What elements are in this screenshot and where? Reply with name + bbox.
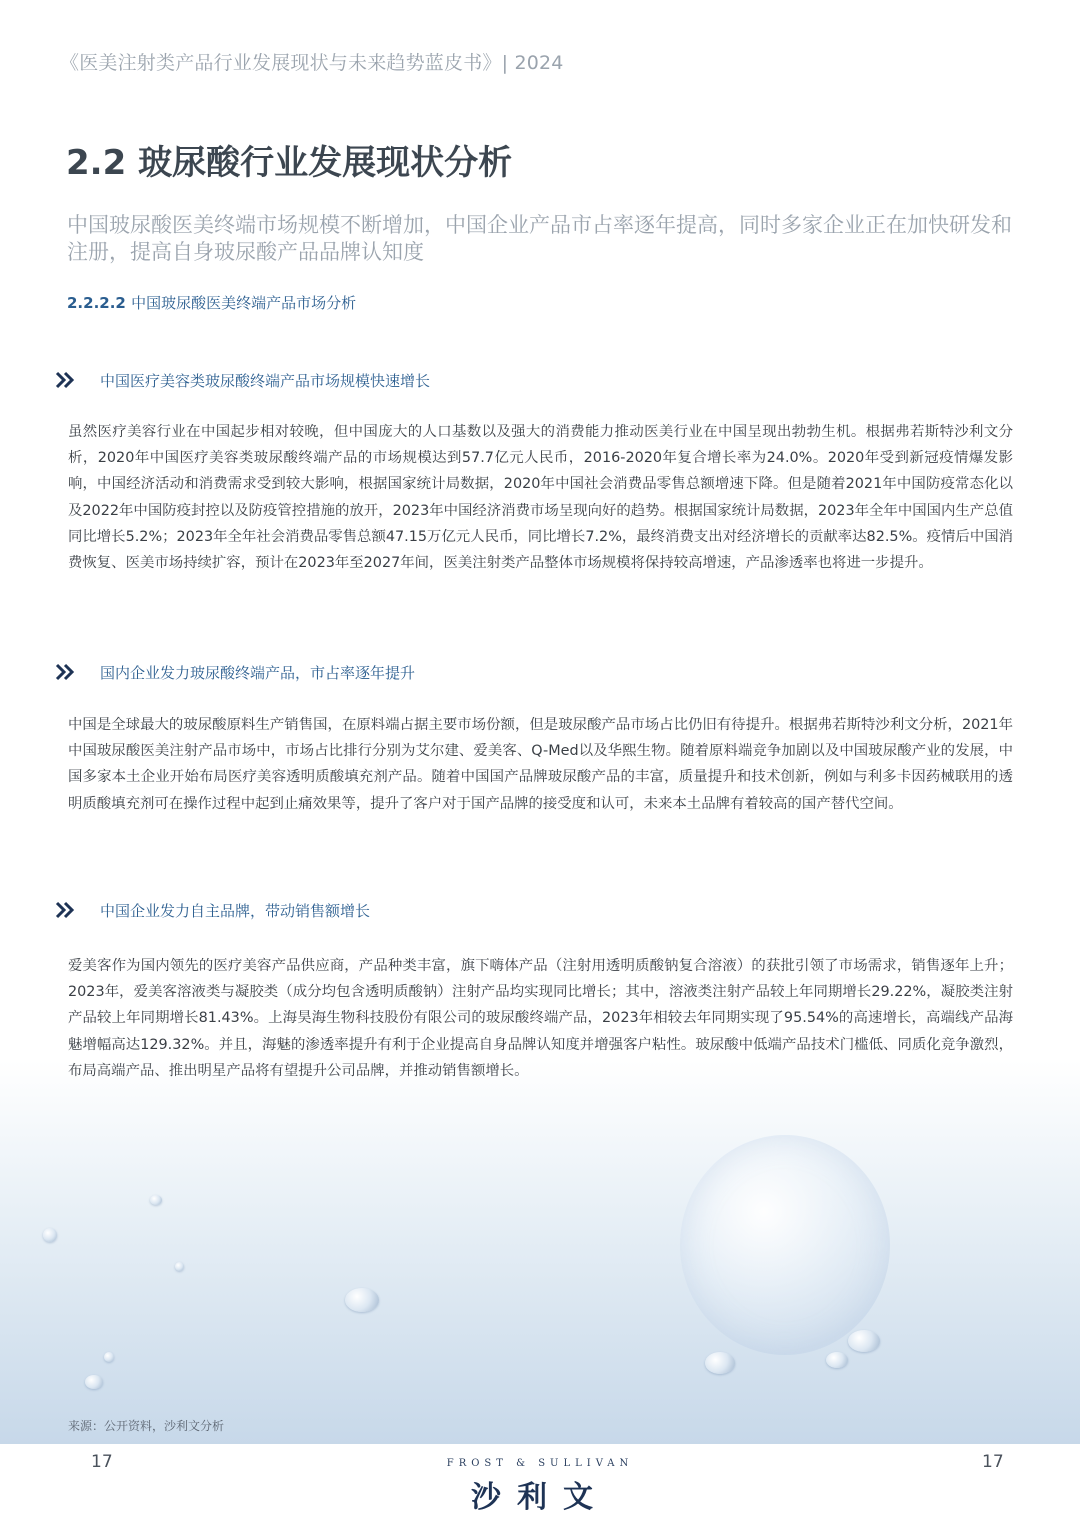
- block-heading-2: [55, 660, 415, 684]
- subsection-title: 中国玻尿酸医美终端产品市场分析: [131, 294, 357, 312]
- brand-logo: 沙利文: [471, 1480, 609, 1515]
- block-heading-3: [55, 898, 370, 922]
- water-drop-decoration: [85, 1375, 103, 1389]
- page-number-left: 17: [91, 1452, 113, 1472]
- block-heading-1: [55, 368, 430, 392]
- double-chevron-icon: [55, 662, 79, 682]
- subsection-heading: [67, 292, 356, 313]
- water-drop-decoration: [43, 1228, 57, 1242]
- water-drop-decoration: [175, 1262, 184, 1271]
- block-title: 中国医疗美容类玻尿酸终端产品市场规模快速增长: [100, 371, 431, 390]
- water-drop-decoration: [150, 1195, 162, 1205]
- background-water-image: [0, 1060, 1080, 1444]
- water-drop-decoration: [104, 1352, 114, 1362]
- double-chevron-icon: [55, 900, 79, 920]
- page-title: 2.2 玻尿酸行业发展现状分析: [66, 143, 513, 183]
- subsection-number: 2.2.2.2: [67, 294, 126, 312]
- water-drop-decoration: [848, 1330, 880, 1352]
- double-chevron-icon: [55, 370, 79, 390]
- water-drop-decoration: [345, 1288, 379, 1312]
- section-subtitle: 中国玻尿酸医美终端市场规模不断增加，中国企业产品市占率逐年提高，同时多家企业正在加快研发和注册，提高自身玻尿酸产品品牌认知度: [67, 213, 1012, 264]
- water-drop-decoration: [826, 1352, 848, 1368]
- source-note: 来源：公开资料，沙利文分析: [68, 1419, 225, 1433]
- block-title: 国内企业发力玻尿酸终端产品，市占率逐年提升: [100, 663, 416, 682]
- water-bubble-decoration: [680, 1135, 890, 1355]
- brand-logo-wordmark: FROST & SULLIVAN: [446, 1458, 634, 1469]
- water-drop-decoration: [705, 1352, 735, 1374]
- block-paragraph-2: 中国是全球最大的玻尿酸原料生产销售国，在原料端占据主要市场份额，但是玻尿酸产品市场占比仍旧有待提升。根据弗若斯特沙利文分析，2021年中国玻尿酸医美注射产品市场中，市场占比排行分别为艾尔建、爱美客、Q-Med以及华熙生物。随着原料端竞争加剧以及中国玻尿酸产业的发展，中国多家本土企业开始布局医疗美容透明质酸填充剂产品。随着中国国产品牌玻尿酸产品的丰富，质量提升和技术创新，例如与利多卡因药械联用的透明质酸填充剂可在操作过程中起到止痛效果等，提升了客户对于国产品牌的接受度和认可，未来本土品牌有着较高的国产替代空间。: [68, 717, 1013, 812]
- block-paragraph-1: 虽然医疗美容行业在中国起步相对较晚，但中国庞大的人口基数以及强大的消费能力推动医美行业在中国呈现出勃勃生机。根据弗若斯特沙利文分析，2020年中国医疗美容类玻尿酸终端产品的市场规模达到57.7亿元人民币，2016-2020年复合增长率为24.0%。2020年受到新冠疫情爆发影响，中国经济活动和消费需求受到较大影响，根据国家统计局数据，2020年中国社会消费品零售总额增速下降。但是随着2021年中国防疫常态化以及2022年中国防疫封控以及防疫管控措施的放开，2023年中国经济消费市场呈现向好的趋势。根据国家统计局数据，2023年全年中国国内生产总值同比增长5.2%；2023年全年社会消费品零售总额47.15万亿元人民币，同比增长7.2%，最终消费支出对经济增长的贡献率达82.5%。疫情后中国消费恢复、医美市场持续扩容，预计在2023年至2027年间，医美注射类产品整体市场规模将保持较高增速，产品渗透率也将进一步提升。: [68, 424, 1013, 572]
- page-number-right: 17: [982, 1452, 1004, 1472]
- report-header: 《医美注射类产品行业发展现状与未来趋势蓝皮书》| 2024: [60, 52, 564, 74]
- block-title: 中国企业发力自主品牌，带动销售额增长: [100, 901, 371, 920]
- block-paragraph-3: 爱美客作为国内领先的医疗美容产品供应商，产品种类丰富，旗下嗨体产品（注射用透明质酸钠复合溶液）的获批引领了市场需求，销售逐年上升；2023年，爱美客溶液类与凝胶类（成分均包含透明质酸钠）注射产品均实现同比增长；其中，溶液类注射产品较上年同期增长29.22%，凝胶类注射产品较上年同期增长81.43%。上海昊海生物科技股份有限公司的玻尿酸终端产品，2023年相较去年同期实现了95.54%的高速增长，高端线产品海魅增幅高达129.32%。并且，海魅的渗透率提升有利于企业提高自身品牌认知度并增强客户粘性。玻尿酸中低端产品技术门槛低、同质化竞争激烈，布局高端产品、推出明星产品将有望提升公司品牌，并推动销售额增长。: [68, 958, 1013, 1079]
